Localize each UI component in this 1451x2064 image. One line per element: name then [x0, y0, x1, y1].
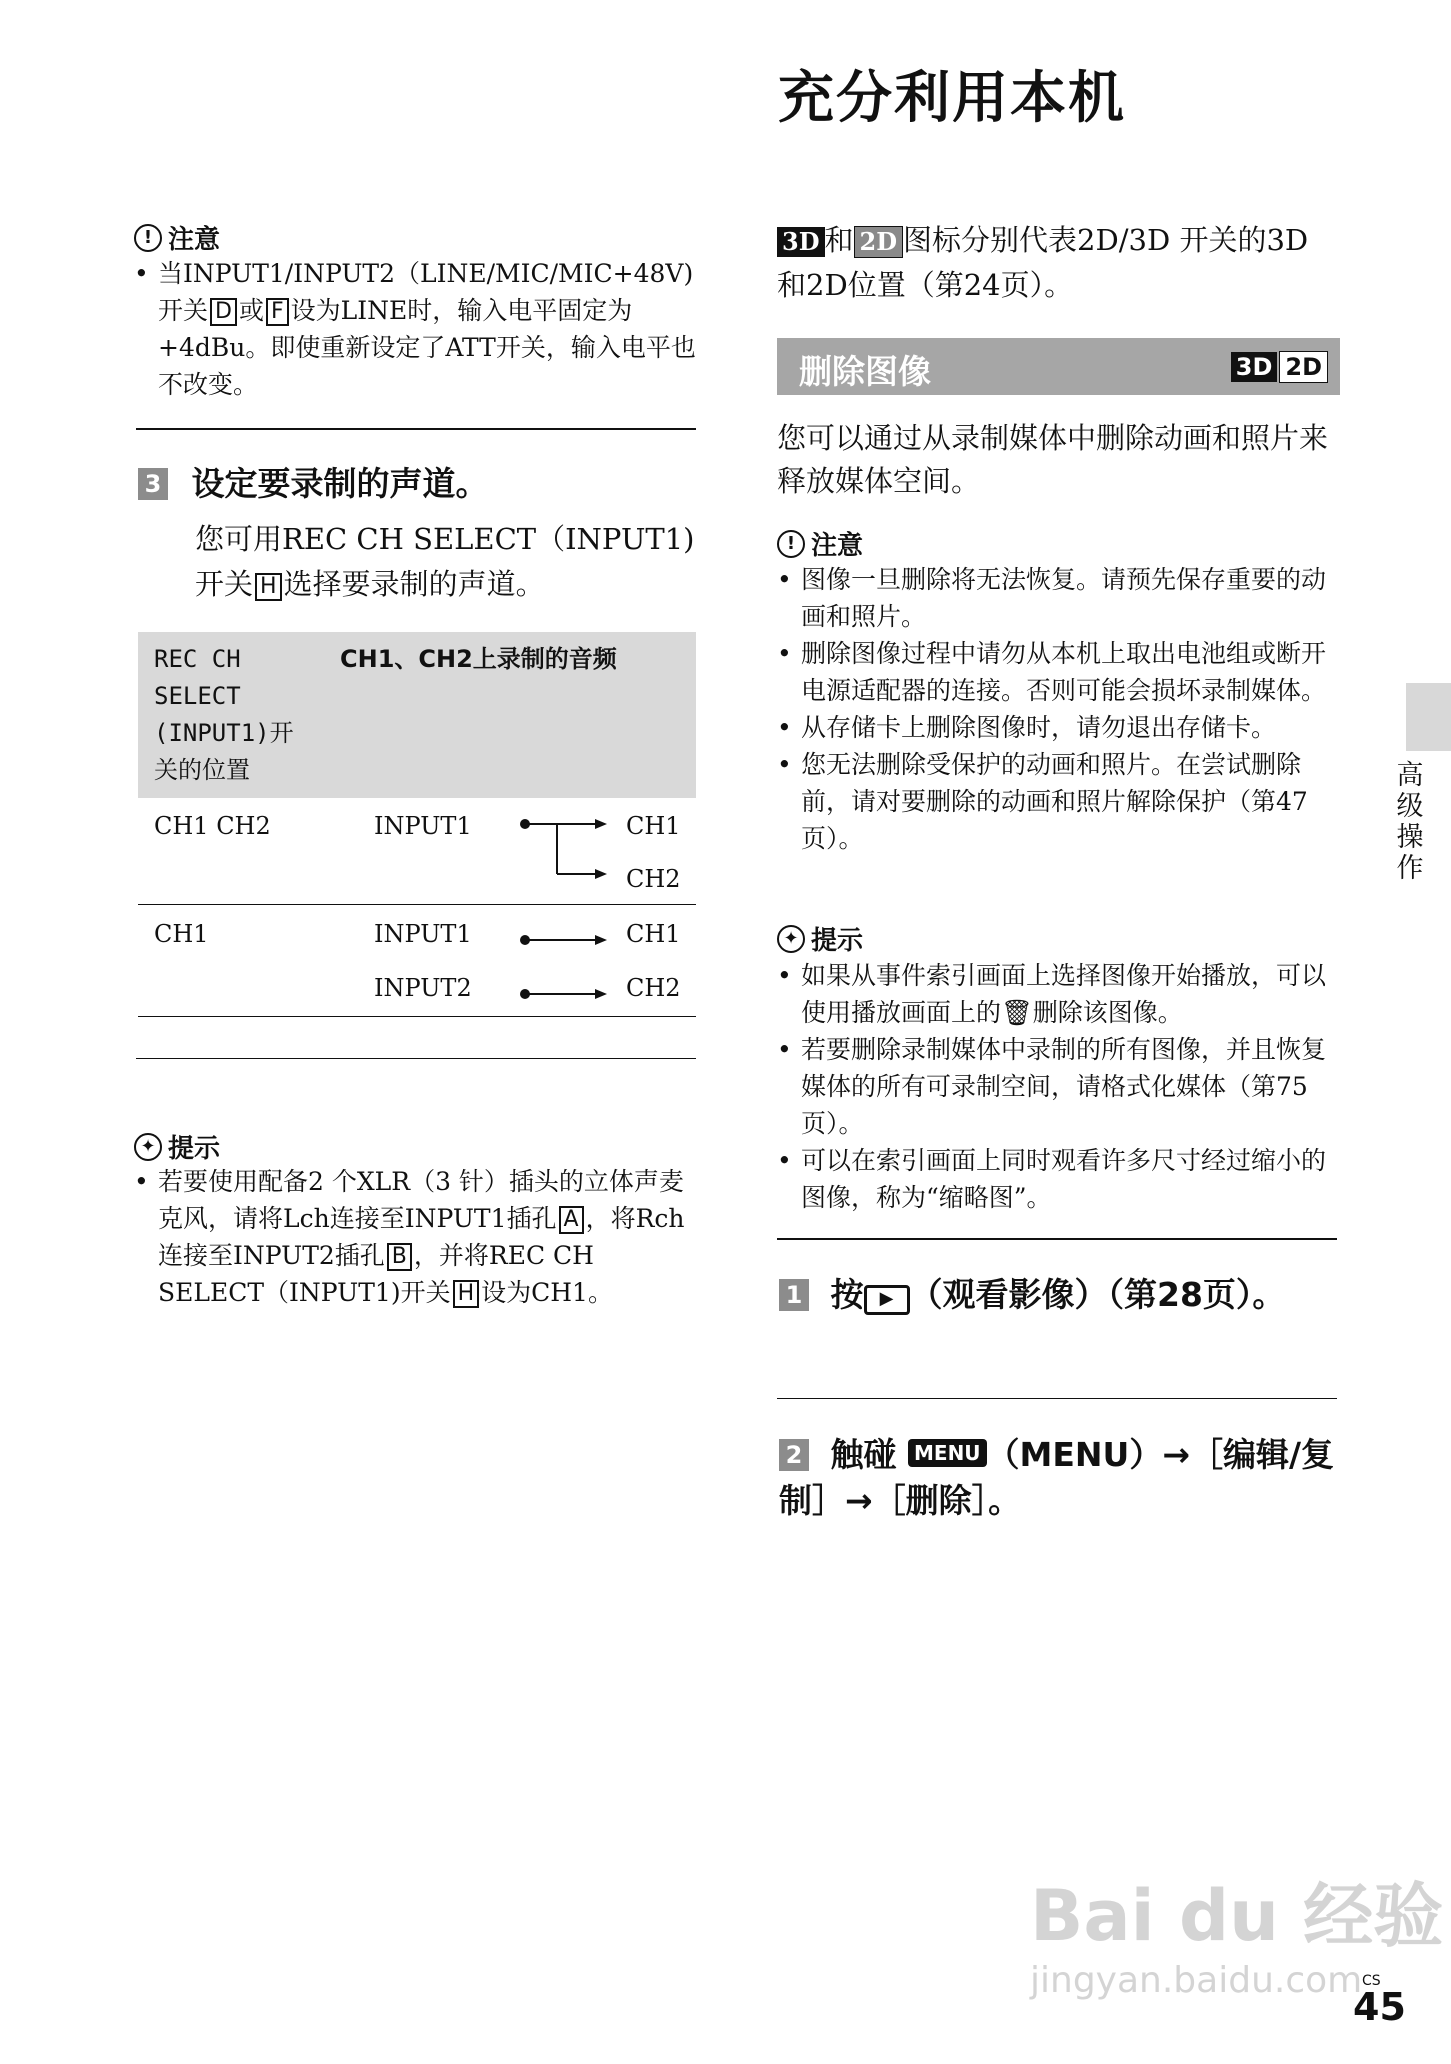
step1: 1 按 ▶ （观看影像）（第28页）。 [779, 1272, 1339, 1318]
intro-text: 3D 和 2D 图标分别代表2D/3D 开关的3D和2D位置（第24页）。 [777, 223, 1309, 302]
routing-arrow-split [515, 812, 615, 882]
caution-item: • 您无法删除受保护的动画和照片。在尝试删除前，请对要删除的动画和照片解除保护（第47页）。 [777, 746, 1342, 857]
divider [777, 1398, 1337, 1399]
key-h-icon: H [255, 573, 282, 601]
caution-item: • 当INPUT1/INPUT2（LINE/MIC/MIC+48V)开关 D 或 F 设为LINE时，输入电平固定为+4dBu。即使重新设定了ATT开关，输入电平也不改变。 [134, 255, 704, 403]
table-row2-input1: INPUT1 [374, 920, 472, 948]
2d-icon: 2D [854, 226, 904, 258]
side-tab-label: 高级操作 [1396, 760, 1424, 884]
caution-list [777, 561, 1342, 857]
routing-arrow-1 [515, 928, 615, 952]
3d-icon: 3D [1231, 352, 1278, 382]
key-h-icon: H [453, 1280, 480, 1308]
key-f-icon: F [266, 298, 289, 326]
caution-heading: ! 注意 [777, 525, 863, 562]
trash-icon: 🗑 [1001, 998, 1033, 1027]
table-row1-output2: CH2 [626, 865, 681, 893]
3d-icon: 3D [777, 227, 825, 257]
tip-item: • 若要使用配备2 个XLR（3 针）插头的立体声麦克风，请将Lch连接至INPUT1插孔 A ，将Rch连接至INPUT2插孔 B ，并将REC CH SELECT（INPUT1)开关 H 设为CH1。 [134, 1163, 704, 1311]
key-a-icon: A [559, 1206, 584, 1234]
table-row1-position: CH1 CH2 [154, 812, 271, 840]
caution-list [134, 255, 704, 403]
table-col2-header: CH1、CH2上录制的音频 [340, 645, 617, 673]
table-col1-header: REC CH SELECT (INPUT1)开关的位置 [154, 645, 294, 784]
table-row2-input2: INPUT2 [374, 974, 472, 1002]
step2: 2 触碰 MENU （MENU）→［编辑/复制］→［删除］。 [779, 1435, 1335, 1520]
step1-number: 1 [779, 1279, 809, 1311]
page-number: 45 [1353, 1985, 1406, 2029]
divider [777, 1238, 1337, 1240]
side-tab [1406, 683, 1451, 751]
table-row2-output1: CH1 [626, 920, 681, 948]
section-header [777, 338, 1340, 395]
tip-list [134, 1163, 704, 1311]
caution-item: • 图像一旦删除将无法恢复。请预先保存重要的动画和照片。 [777, 561, 1342, 635]
divider [136, 1058, 696, 1059]
language-code: CS [1362, 1973, 1381, 1989]
step3-number: 3 [138, 468, 168, 500]
tip-heading: ✦ 提示 [777, 920, 863, 957]
table-bottom-border [138, 1016, 696, 1017]
caution-item: • 删除图像过程中请勿从本机上取出电池组或断开电源适配器的连接。否则可能会损坏录制媒体。 [777, 635, 1342, 709]
key-b-icon: B [387, 1243, 412, 1271]
2d-icon: 2D [1279, 351, 1328, 383]
tip-item: • 如果从事件索引画面上选择图像开始播放，可以使用播放画面上的🗑删除该图像。 [777, 957, 1342, 1031]
watermark-url: jingyan.baidu.com [1030, 1960, 1363, 2001]
caution-heading: ! 注意 [134, 219, 220, 256]
section-title: 删除图像 [799, 352, 931, 391]
tip-heading: ✦ 提示 [134, 1128, 220, 1165]
table-row2-position: CH1 [154, 920, 209, 948]
section-badges [1231, 351, 1328, 383]
tip-item: • 可以在索引画面上同时观看许多尺寸经过缩小的图像，称为“缩略图”。 [777, 1142, 1342, 1216]
step3-heading: 3 设定要录制的声道。 [138, 461, 489, 507]
caution-icon: ! [134, 224, 162, 252]
play-icon: ▶ [864, 1285, 910, 1315]
divider [136, 428, 696, 430]
page-title: 充分利用本机 [778, 66, 1126, 131]
tip-item: • 若要删除录制媒体中录制的所有图像，并且恢复媒体的所有可录制空间，请格式化媒体（第75页）。 [777, 1031, 1342, 1142]
tip-list [777, 957, 1342, 1216]
menu-button-icon: MENU [908, 1439, 987, 1467]
table-row-divider [138, 904, 696, 905]
lightbulb-icon: ✦ [134, 1133, 162, 1161]
table-row1-input: INPUT1 [374, 812, 472, 840]
caution-item: • 从存储卡上删除图像时，请勿退出存储卡。 [777, 709, 1342, 746]
table-row2-output2: CH2 [626, 974, 681, 1002]
step2-number: 2 [779, 1439, 809, 1471]
key-d-icon: D [210, 298, 237, 326]
step3-body: 您可用REC CH SELECT（INPUT1)开关 H 选择要录制的声道。 [195, 522, 695, 601]
caution-icon: ! [777, 530, 805, 558]
section-body: 您可以通过从录制媒体中删除动画和照片来释放媒体空间。 [777, 421, 1329, 498]
table-row1-output1: CH1 [626, 812, 681, 840]
watermark-logo: Bai du 经验 [1030, 1875, 1444, 1957]
lightbulb-icon: ✦ [777, 925, 805, 953]
routing-arrow-2 [515, 982, 615, 1006]
